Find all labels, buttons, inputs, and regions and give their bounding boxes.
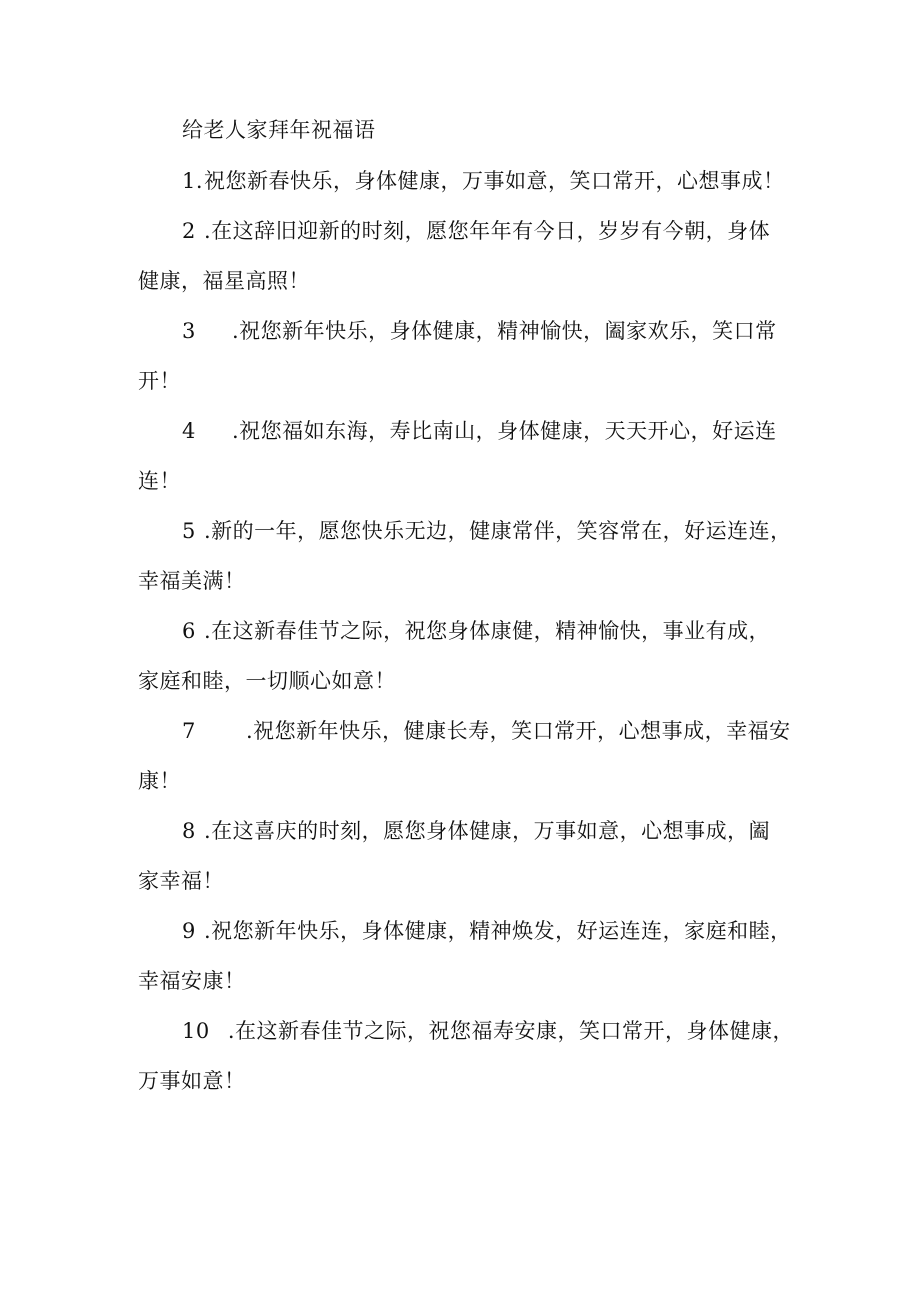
item-first-line	[138, 1017, 794, 1067]
item-text: .在这辞旧迎新的时刻，愿您年年有今日，岁岁有今朝，身体	[204, 219, 771, 243]
item-first-line	[138, 517, 794, 567]
list-item	[138, 717, 794, 817]
list-item	[138, 1017, 794, 1117]
list-item	[138, 517, 794, 617]
item-text: .祝您福如东海，寿比南山，身体健康，天天开心，好运连	[232, 419, 777, 443]
item-text: .在这喜庆的时刻，愿您身体健康，万事如意，心想事成，阖	[204, 819, 771, 843]
item-number: 3	[182, 319, 196, 343]
item-continuation: 家幸福！	[138, 869, 224, 893]
item-text: .祝您新年快乐，身体健康，精神焕发，好运连连，家庭和睦，	[204, 919, 792, 943]
item-first-line	[138, 817, 794, 867]
item-number: 4	[182, 419, 196, 443]
item-number: 1.	[182, 169, 204, 193]
item-number: 10	[182, 1019, 210, 1043]
list-item	[138, 417, 794, 517]
item-number: 8	[182, 819, 196, 843]
item-continuation: 开！	[138, 369, 181, 393]
list-item	[138, 317, 794, 417]
item-first-line	[138, 617, 794, 667]
item-continuation: 连！	[138, 469, 181, 493]
list-item	[138, 817, 794, 917]
item-number: 5	[182, 519, 196, 543]
item-text: .祝您新年快乐，健康长寿，笑口常开，心想事成，幸福安	[246, 719, 791, 743]
item-first-line	[138, 317, 794, 367]
item-continuation: 万事如意！	[138, 1069, 246, 1093]
item-first-line	[138, 417, 794, 467]
item-number: 7	[182, 719, 196, 743]
item-text: .新的一年，愿您快乐无边，健康常伴，笑容常在，好运连连，	[204, 519, 792, 543]
list-item	[138, 917, 794, 1017]
item-continuation: 康！	[138, 769, 181, 793]
item-continuation: 幸福美满！	[138, 569, 246, 593]
item-text: 祝您新春快乐，身体健康，万事如意，笑口常开，心想事成！	[204, 169, 785, 193]
item-number: 6	[182, 619, 196, 643]
item-first-line	[138, 167, 794, 217]
item-first-line	[138, 717, 794, 767]
item-number: 2	[182, 219, 196, 243]
document-title: 给老人家拜年祝福语	[182, 118, 376, 142]
item-text: .祝您新年快乐，身体健康，精神愉快，阖家欢乐，笑口常	[232, 319, 777, 343]
item-continuation: 健康，福星高照！	[138, 269, 310, 293]
list-item	[138, 167, 794, 217]
item-first-line	[138, 917, 794, 967]
item-text: .在这新春佳节之际，祝您福寿安康，笑口常开，身体健康，	[227, 1019, 794, 1043]
list-item	[138, 217, 794, 317]
item-first-line	[138, 217, 794, 267]
item-number: 9	[182, 919, 196, 943]
item-text: .在这新春佳节之际，祝您身体康健，精神愉快，事业有成，	[204, 619, 771, 643]
item-continuation: 家庭和睦，一切顺心如意！	[138, 669, 396, 693]
item-continuation: 幸福安康！	[138, 969, 246, 993]
list-item	[138, 617, 794, 717]
